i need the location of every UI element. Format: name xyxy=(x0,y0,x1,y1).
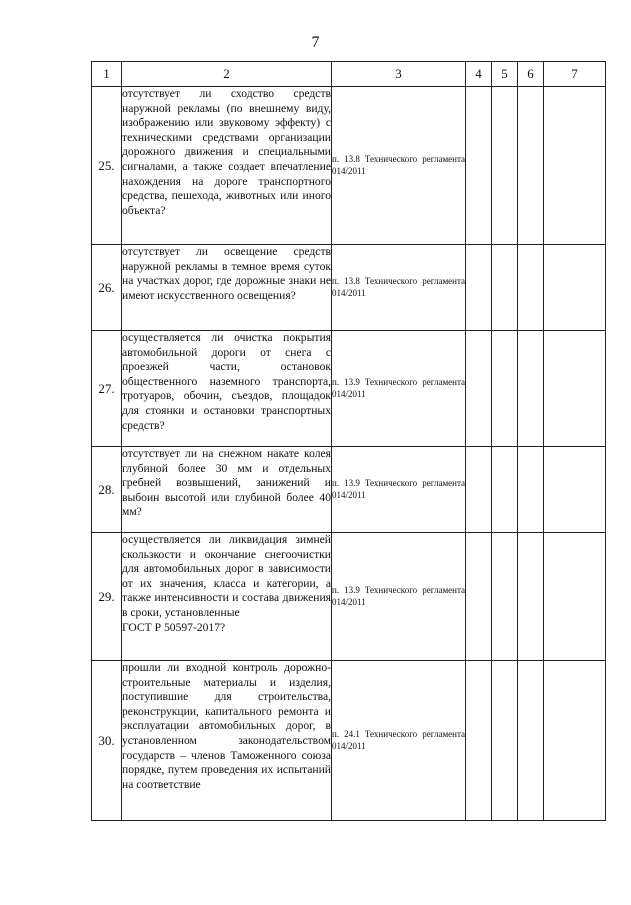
page-number: 7 xyxy=(311,34,320,51)
question-text: отсутствует ли на снежном накате колея глубиной более 30 мм и отдельных гребней возвышений, занижений и выбоин высотой или глубиной более 40 мм? xyxy=(122,447,331,519)
empty-cell xyxy=(466,533,492,661)
empty-cell xyxy=(466,245,492,331)
empty-cell xyxy=(518,661,544,821)
empty-cell xyxy=(466,447,492,533)
table-row xyxy=(92,447,606,533)
question-text: отсутствует ли освещение средств наружной рекламы в темное время суток на участках дорог, где дорожные знаки не имеют искусственного освещения? xyxy=(122,245,331,302)
column-header: 4 xyxy=(466,62,492,87)
column-header: 5 xyxy=(492,62,518,87)
empty-cell xyxy=(544,245,606,331)
reference-text: п. 13.9 Технического регламента 014/2011 xyxy=(332,585,465,607)
table-row xyxy=(92,331,606,447)
empty-cell xyxy=(466,661,492,821)
header-row xyxy=(92,62,606,87)
table-row xyxy=(92,245,606,331)
row-number: 29. xyxy=(92,533,122,661)
table-row xyxy=(92,661,606,821)
question-text: осуществляется ли очистка покрытия автомобильной дороги от снега с проезжей части, остановок общественного наземного транспорта, тротуаров, обочин, съездов, площадок для стоянки и остановки транспортных средств? xyxy=(122,331,331,432)
row-number: 28. xyxy=(92,447,122,533)
row-number: 27. xyxy=(92,331,122,447)
reference-text: п. 13.9 Технического регламента 014/2011 xyxy=(332,377,465,399)
empty-cell xyxy=(544,661,606,821)
empty-cell xyxy=(492,331,518,447)
reference-text: п. 13.9 Технического регламента 014/2011 xyxy=(332,478,465,500)
column-header: 2 xyxy=(122,62,332,87)
question-text: отсутствует ли сходство средств наружной рекламы (по внешнему виду, изображению или звуковому эффекту) с техническими средствами организации дорожного движения и специальными сигналами, а также создает впечатление нахождения на дороге транспортного средства, пешехода, животных или иного объекта? xyxy=(122,87,331,217)
empty-cell xyxy=(492,447,518,533)
checklist-table xyxy=(91,61,606,821)
column-header: 6 xyxy=(518,62,544,87)
reference-text: п. 13.8 Технического регламента 014/2011 xyxy=(332,154,465,176)
empty-cell xyxy=(492,661,518,821)
reference-text: п. 13.8 Технического регламента 014/2011 xyxy=(332,276,465,298)
empty-cell xyxy=(544,447,606,533)
column-header: 3 xyxy=(332,62,466,87)
empty-cell xyxy=(466,87,492,245)
empty-cell xyxy=(518,447,544,533)
empty-cell xyxy=(544,87,606,245)
column-header: 7 xyxy=(544,62,606,87)
row-number: 25. xyxy=(92,87,122,245)
empty-cell xyxy=(544,331,606,447)
empty-cell xyxy=(492,533,518,661)
empty-cell xyxy=(518,87,544,245)
empty-cell xyxy=(492,245,518,331)
empty-cell xyxy=(518,245,544,331)
row-number: 30. xyxy=(92,661,122,821)
table-row xyxy=(92,533,606,661)
column-header: 1 xyxy=(92,62,122,87)
question-text: осуществляется ли ликвидация зимней скользкости и окончание снегоочистки для автомобильных дорог в зависимости от их значения, класса и категории, а также интенсивности и состава движения в сроки, установленные ГОСТ Р 50597-2017? xyxy=(122,533,331,634)
empty-cell xyxy=(492,87,518,245)
reference-text: п. 24.1 Технического регламента 014/2011 xyxy=(332,729,465,751)
empty-cell xyxy=(544,533,606,661)
row-number: 26. xyxy=(92,245,122,331)
empty-cell xyxy=(518,533,544,661)
question-text: прошли ли входной контроль дорожно-строительные материалы и изделия, поступившие для строительства, реконструкции, капитального ремонта и эксплуатации автомобильных дорог, в установленном законодательством государств – членов Таможенного союза порядке, путем проведения их испытаний на соответствие xyxy=(122,661,331,791)
empty-cell xyxy=(518,331,544,447)
table-row xyxy=(92,87,606,245)
empty-cell xyxy=(466,331,492,447)
